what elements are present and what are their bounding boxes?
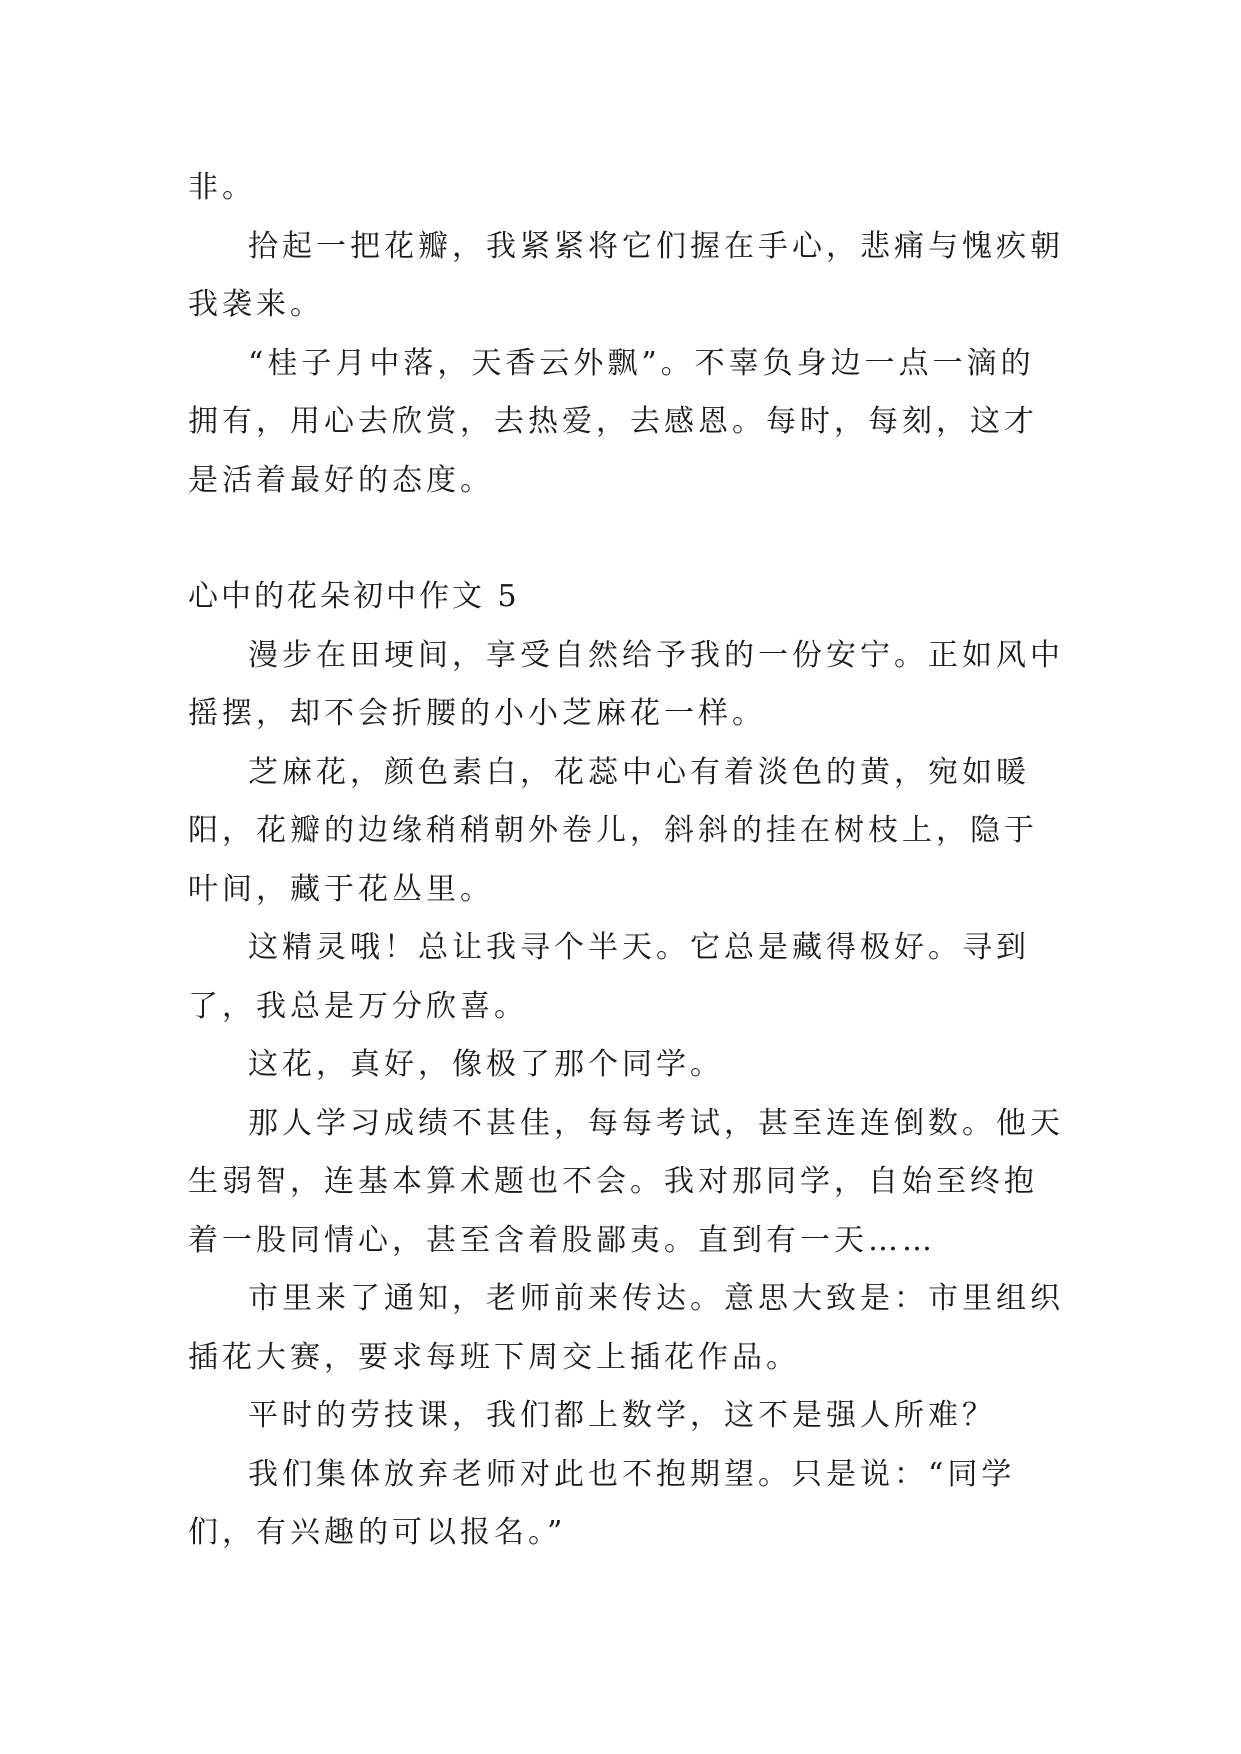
section-title: 心中的花朵初中作文 5 [188,579,520,614]
paragraph: 漫步在田埂间，享受自然给予我的一份安宁。正如风中摇摆，却不会折腰的小小芝麻花一样。 [188,637,1064,731]
paragraph: 芝麻花，颜色素白，花蕊中心有着淡色的黄，宛如暖阳，花瓣的边缘稍稍朝外卷儿，斜斜的挂在树枝上，隐于叶间，藏于花丛里。 [188,754,1038,907]
paragraph: “桂子月中落，天香云外飘”。不辜负身边一点一滴的拥有，用心去欣赏，去热爱，去感恩。每时，每刻，这才是活着最好的态度。 [188,345,1038,498]
paragraph: 市里来了通知，老师前来传达。意思大致是：市里组织插花大赛，要求每班下周交上插花作品。 [188,1281,1064,1375]
paragraph: 那人学习成绩不甚佳，每每考试，甚至连连倒数。他天生弱智，连基本算术题也不会。我对那同学，自始至终抱着一股同情心，甚至含着股鄙夷。直到有一天…… [188,1105,1064,1258]
continued-fragment: 非。 [188,170,256,205]
paragraph: 拾起一把花瓣，我紧紧将它们握在手心，悲痛与愧疚朝我袭来。 [188,228,1064,322]
paragraph: 平时的劳技课，我们都上数学，这不是强人所难？ [248,1398,996,1433]
paragraph: 我们集体放弃老师对此也不抱期望。只是说：“同学们，有兴趣的可以报名。” [188,1456,1016,1550]
paragraph: 这精灵哦！总让我寻个半天。它总是藏得极好。寻到了，我总是万分欣喜。 [188,930,1030,1024]
section-spacer [188,510,1068,568]
document-body [188,159,1068,1563]
paragraph: 这花，真好，像极了那个同学。 [248,1047,724,1082]
